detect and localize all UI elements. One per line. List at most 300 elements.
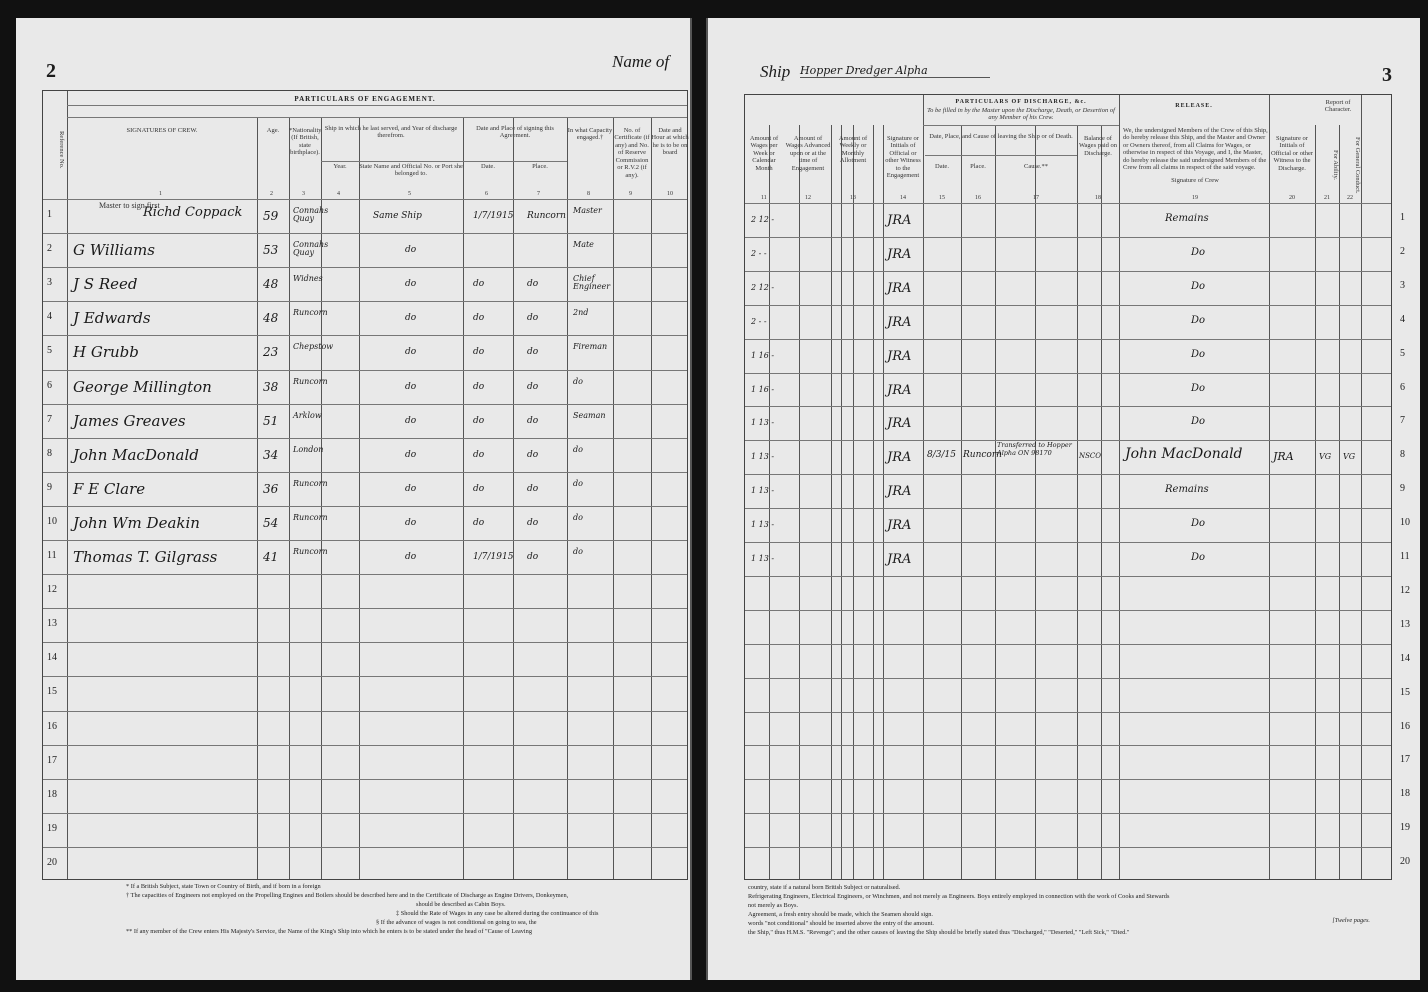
ref-number: 15 [1400,686,1410,698]
col-line [613,117,614,879]
ref-number: 20 [1400,856,1410,868]
column-header-8: In what Capacity engaged.† [567,127,613,142]
left-page [16,18,692,980]
ref-number: 14 [47,652,57,664]
ref-number: 4 [1400,313,1405,325]
crew-signature: James Greaves [73,411,186,430]
crew-signature: F E Clare [73,479,146,498]
sign-date: 1/7/1915 [473,211,514,221]
crew-nationality: Chepstow [293,342,334,352]
witness-initials: JRA [887,382,912,398]
column-header-21: For Ability. [1332,150,1339,180]
capacity: do [573,444,583,454]
crew-nationality: Widnes [293,274,323,284]
ref-number: 10 [1400,517,1410,529]
discharge-place: Runcorn [963,450,1002,461]
column-header-18: Balance of Wages paid on Discharge. [1078,135,1118,157]
column-number-21: 21 [1324,195,1330,201]
capacity: Mate [573,240,594,250]
col-line [463,117,464,879]
row-rule [43,370,687,371]
row-rule [745,305,1391,306]
column-header-7: Place. [532,163,548,170]
name-of-header: Name of [612,52,670,71]
date-place-group: Date, Place, and Cause of leaving the Ship or of Death. [929,133,1073,140]
row-rule [745,339,1391,340]
footnote-2: should be described as Cabin Boys. [416,901,506,908]
column-number-2: 2 [270,191,273,197]
crew-signature: Richd Coppack [143,205,243,220]
last-ship: do [405,517,417,528]
column-header-19: Signature of Crew [1171,177,1219,184]
column-header-13: Amount of Weekly or Monthly Allotment [838,135,868,165]
col-line [883,125,884,879]
last-ship: do [405,245,417,256]
row-rule [43,847,687,848]
discharge-cause: Transferred to Hopper Alpha ON 98170 [997,441,1072,458]
capacity: Master [573,206,602,215]
sign-date: do [473,483,485,494]
crew-nationality: Connahs Quay [293,206,329,223]
ref-number: 7 [47,413,52,425]
column-header-14: Signature or Initials of Official or other Witness to the Engagement [885,135,921,180]
col-line [567,117,568,879]
sign-place: do [527,449,539,460]
crew-nationality: London [293,444,324,454]
crew-nationality: Runcorn [293,376,328,386]
sign-date: do [473,313,485,324]
column-header-3: *Nationality (If British, state birthplace). [289,127,321,157]
row-rule [745,271,1391,272]
row-rule [745,373,1391,374]
sign-date: do [473,381,485,392]
crew-signature: George Millington [73,377,212,396]
release-signature: Do [1191,280,1206,292]
ref-number: 9 [47,481,52,493]
discharge-witness: JRA [1273,450,1294,464]
release-signature: Do [1191,382,1206,394]
rfootnote-5: words "not conditional" should be inserted above the entry of the amount. [748,920,934,927]
ref-number: 5 [1400,347,1405,359]
footnote-3: ‡ Should the Rate of Wages in any case be altered during the continuance of this [396,910,599,917]
column-number-5: 5 [408,191,411,197]
row-rule [43,745,687,746]
crew-nationality: Runcorn [293,308,328,318]
release-section-title: RELEASE. [1175,103,1213,109]
witness-initials: JRA [887,348,912,364]
row-rule [43,438,687,439]
capacity: do [573,376,583,386]
last-ship: do [405,347,417,358]
col-line [961,125,962,879]
witness-initials: JRA [887,450,912,466]
row-rule [745,712,1391,713]
ship-group-header: Ship in which he last served, and Year of discharge therefrom. [324,125,458,140]
release-signature: Remains [1165,484,1209,496]
column-number-13: 13 [850,195,856,201]
witness-initials: JRA [887,416,912,432]
crew-age: 48 [263,311,279,326]
row-rule [745,745,1391,746]
sign-place: do [527,552,539,562]
subheader-rule [321,161,567,162]
col-line [513,117,514,879]
crew-nationality: Arklow [293,410,322,420]
discharge-table [744,94,1392,880]
discharge-date: 8/3/15 [927,450,956,461]
ref-number: 6 [47,379,52,391]
row-rule [43,574,687,575]
ref-number: 9 [1400,483,1405,495]
col-line [651,117,652,879]
crew-age: 54 [263,515,279,530]
sign-date: do [473,347,485,358]
column-number-17: 17 [1033,195,1039,201]
column-number-3: 3 [302,191,305,197]
ref-number: 6 [1400,381,1405,393]
column-header-12: Amount of Wages Advanced upon or at the time of Engagement [785,135,831,172]
release-signature: Do [1191,518,1206,530]
capacity: Seaman [573,410,606,420]
witness-initials: JRA [887,280,912,296]
column-number-14: 14 [900,195,906,201]
discharge-note: To be filled in by the Master upon the Discharge, Death, or Desertion of any Member of his Crew. [927,107,1115,122]
crew-age: 36 [263,481,279,496]
ref-number: 17 [1400,754,1410,766]
ref-number: 13 [47,618,57,630]
row-rule [745,237,1391,238]
capacity: do [573,478,583,488]
column-number-4: 4 [337,191,340,197]
report-section-title: Report of Character. [1324,99,1352,114]
ref-number: 18 [47,788,57,800]
sign-date: do [473,279,485,290]
wage-amount: 2 12 - [751,215,775,224]
crew-age: 23 [263,345,279,360]
column-header-1: SIGNATURES OF CREW. [126,127,198,134]
column-number-1: 1 [159,191,162,197]
last-ship: do [405,483,417,494]
crew-nationality: Connahs Quay [293,240,329,258]
release-signature: John MacDonald [1125,446,1243,463]
release-signature: Do [1191,416,1206,428]
sign-date: do [473,449,485,460]
rfootnote-1: country, state if a natural born British Subject or naturalised. [748,884,901,891]
col-line [1119,95,1120,879]
col-line [1339,125,1340,879]
column-number-7: 7 [537,191,540,197]
column-header-11: Amount of Wages per Week or Calendar Month [749,135,779,172]
ref-number: 20 [47,856,57,868]
sign-place: do [527,279,539,290]
column-number-20: 20 [1289,195,1295,201]
col-line [769,125,770,879]
sign-place: do [527,415,539,426]
column-number-11: 11 [761,195,767,201]
row-rule [43,404,687,405]
row-rule [745,644,1391,645]
ref-number: 15 [47,686,57,698]
column-number-19: 19 [1192,195,1198,201]
column-header-17: Cause.** [1023,163,1048,170]
rfootnote-6: the Ship," thus H.M.S. "Revenge"; and the other causes of leaving the Ship should be briefly stated thus "Discharged," "Deserted," "Left Sick," "Died." [748,929,1130,936]
column-number-9: 9 [629,191,632,197]
footnote-4: ** If any member of the Crew enters His Majesty's Service, the Name of the King's Ship into which he enters is to be stated under the head of "Cause of Leaving [126,928,532,935]
column-header-4: Year. [333,163,347,170]
crew-signature: G Williams [73,241,155,260]
capacity: do [573,547,583,556]
col-line [67,91,68,879]
row-rule [745,678,1391,679]
ref-number: 19 [1400,822,1410,834]
crew-age: 59 [263,209,279,223]
crew-signature: John Wm Deakin [73,513,200,532]
ref-number: 1 [1400,212,1405,223]
header-rule [67,117,687,118]
engagement-table [42,90,688,880]
ref-number: 3 [47,277,52,289]
row-rule [43,233,687,234]
column-header-22: For General Conduct. [1354,136,1361,194]
wage-amount: 2 12 - [751,282,775,292]
crew-age: 53 [263,243,279,258]
witness-initials: JRA [887,484,912,500]
crew-nationality: Runcorn [293,512,328,522]
discharge-section-title: PARTICULARS OF DISCHARGE, &c. [955,99,1087,105]
column-header-20: Signature or Initials of Official or other Witness to the Discharge. [1270,135,1314,172]
header-rule [67,105,687,106]
sign-place: do [527,381,539,392]
release-signature: Do [1191,552,1206,563]
wage-amount: 1 13 - [751,418,775,428]
sign-place: Runcorn [527,211,566,221]
col-line [257,117,258,879]
row-rule [745,474,1391,475]
col-line [853,125,854,879]
wage-amount: 1 13 - [751,520,775,530]
crew-signature: John MacDonald [73,445,199,464]
left-page-number: 2 [46,60,56,82]
capacity: 2nd [573,308,589,318]
wage-amount: 1 16 - [751,384,775,394]
row-rule [745,813,1391,814]
wage-amount: 2 - - [751,248,767,258]
sign-date: do [473,415,485,426]
ref-number: 18 [1400,788,1410,800]
ability-report: VG [1319,452,1332,462]
row-rule [745,779,1391,780]
date-group-header: Date and Place of signing this Agreement. [476,125,554,140]
col-line [359,117,360,879]
footnote-adv: § If the advance of wages is not conditional on going to sea, the [376,919,537,926]
crew-nationality: Runcorn [293,547,328,556]
ref-number: 17 [47,754,57,766]
header-bottom-rule [745,203,1391,204]
row-rule [745,508,1391,509]
crew-age: 48 [263,277,279,292]
ref-number: 3 [1400,279,1405,291]
row-rule [745,847,1391,848]
column-number-16: 16 [975,195,981,201]
crew-age: 51 [263,413,279,428]
row-rule [745,576,1391,577]
ref-number: 13 [1400,618,1410,630]
crew-signature: J Edwards [73,309,151,328]
witness-initials: JRA [887,314,912,330]
ref-number: 19 [47,822,57,834]
sign-place: do [527,517,539,528]
balance-paid: NSCO [1079,452,1102,461]
row-rule [43,676,687,677]
ref-number: 2 [1400,245,1405,257]
col-line [841,125,842,879]
ref-number: 10 [47,515,57,527]
release-signature: Do [1191,314,1206,326]
col-line [1035,125,1036,879]
last-ship: do [405,313,417,324]
crew-signature: H Grubb [73,343,139,362]
crew-age: 41 [263,550,279,564]
capacity: Fireman [573,342,608,352]
last-ship: do [405,279,417,290]
wage-amount: 1 16 - [751,350,775,360]
row-rule [43,711,687,712]
row-rule [43,608,687,609]
row-rule [43,472,687,473]
witness-initials: JRA [887,518,912,534]
witness-initials: JRA [887,552,912,567]
column-header-6: Date. [481,163,495,170]
col-line [289,117,290,879]
col-line [1361,95,1362,879]
ref-number: 8 [47,447,52,459]
footnote-1: † The capacities of Engineers not employed on the Propelling Engines and Boilers should be described here and in the Certificate of Discharge as Engine Drivers, Donkeymen, [126,892,569,899]
wage-amount: 1 13 - [751,486,775,496]
crew-age: 34 [263,447,279,462]
ref-number: 4 [47,311,52,323]
wage-amount: 1 13 - [751,554,775,563]
row-rule [745,610,1391,611]
right-page-number: 3 [1382,64,1392,86]
ship-name: Hopper Dredger Alpha [800,64,990,78]
ref-number: 14 [1400,652,1410,664]
col-line [831,125,832,879]
right-page [706,18,1420,980]
col-line [799,125,800,879]
ref-number: 11 [47,550,57,561]
ref-number: 11 [1400,551,1410,562]
crew-signature: Thomas T. Gilgrass [73,548,218,566]
last-ship: do [405,552,417,562]
row-rule [43,779,687,780]
witness-initials: JRA [887,246,912,262]
column-header-15: Date. [935,163,949,170]
sign-date: 1/7/1915 [473,552,514,562]
conduct-report: VG [1343,452,1356,462]
wage-amount: 2 - - [751,316,767,326]
crew-nationality: Runcorn [293,478,328,488]
ref-number: 8 [1400,449,1405,461]
col-line [923,95,924,879]
row-rule [43,335,687,336]
release-text: We, the undersigned Members of the Crew of this Ship, do hereby release this Ship, and the Master and Owner or Owners thereof, from all Claims for Wages, or otherwise in respect of this Voyage, and I, the Master, do hereby release the said undersigned Members of the Crew from all claims in respect of the said voyage. [1123,127,1268,172]
release-signature: Remains [1165,213,1209,224]
column-header-2: Age. [266,127,280,134]
col-line [873,125,874,879]
col-line [995,125,996,879]
master-note: Master to sign first [99,201,160,210]
col-line [1269,95,1270,879]
crew-age: 38 [263,379,279,394]
sign-date: do [473,517,485,528]
sign-place: do [527,483,539,494]
column-header-16: Place. [970,163,986,170]
footnote-star: * If a British Subject, state Town or Country of Birth, and if born in a foreign [126,883,321,890]
col-line [1101,125,1102,879]
column-number-15: 15 [939,195,945,201]
last-ship: do [405,449,417,460]
last-ship: do [405,381,417,392]
last-ship: Same Ship [373,211,422,221]
column-number-8: 8 [587,191,590,197]
column-header-5: State Name and Official No. or Port she belonged to. [359,163,463,178]
rfootnote-4: Agreement, a fresh entry should be made, which the Seamen should sign. [748,911,934,918]
column-number-10: 10 [667,191,673,197]
ref-number: 2 [47,243,52,255]
release-signature: Do [1191,348,1206,360]
date-rule [925,155,1077,156]
row-rule [43,301,687,302]
row-rule [43,813,687,814]
ref-number: 7 [1400,415,1405,427]
ship-label: Ship [760,62,791,81]
row-rule [43,540,687,541]
witness-initials: JRA [887,213,912,228]
wage-amount: 1 13 - [751,452,775,462]
row-rule [43,267,687,268]
col-line [1315,125,1316,879]
header-bottom-rule [43,199,687,200]
column-header-10: Date and Hour at which he is to be on board [651,127,689,157]
row-rule [43,642,687,643]
ref-number: 16 [1400,720,1410,732]
column-number-22: 22 [1347,195,1353,201]
last-ship: do [405,415,417,426]
sign-place: do [527,313,539,324]
row-rule [745,406,1391,407]
ref-number: 12 [1400,584,1410,596]
row-rule [43,506,687,507]
ref-header: Reference No. [58,131,65,169]
rfootnote-3: not merely as Boys. [748,902,799,909]
ref-number: 16 [47,720,57,732]
twelve-pages-note: [Twelve pages. [1332,917,1370,924]
column-header-9: No. of Certificate (if any) and No. of Reserve Commission or R.V.2 (if any). [614,127,650,179]
column-number-12: 12 [805,195,811,201]
column-number-18: 18 [1095,195,1101,201]
release-signature: Do [1191,246,1206,258]
ref-number: 12 [47,584,57,596]
sign-place: do [527,347,539,358]
engagement-section-title: PARTICULARS OF ENGAGEMENT. [294,95,436,103]
discharge-rule [923,125,1119,126]
col-line [321,117,322,879]
crew-signature: J S Reed [73,275,138,294]
capacity: do [573,512,583,522]
col-line [1077,125,1078,879]
row-rule [745,542,1391,543]
ref-number: 5 [47,345,52,357]
